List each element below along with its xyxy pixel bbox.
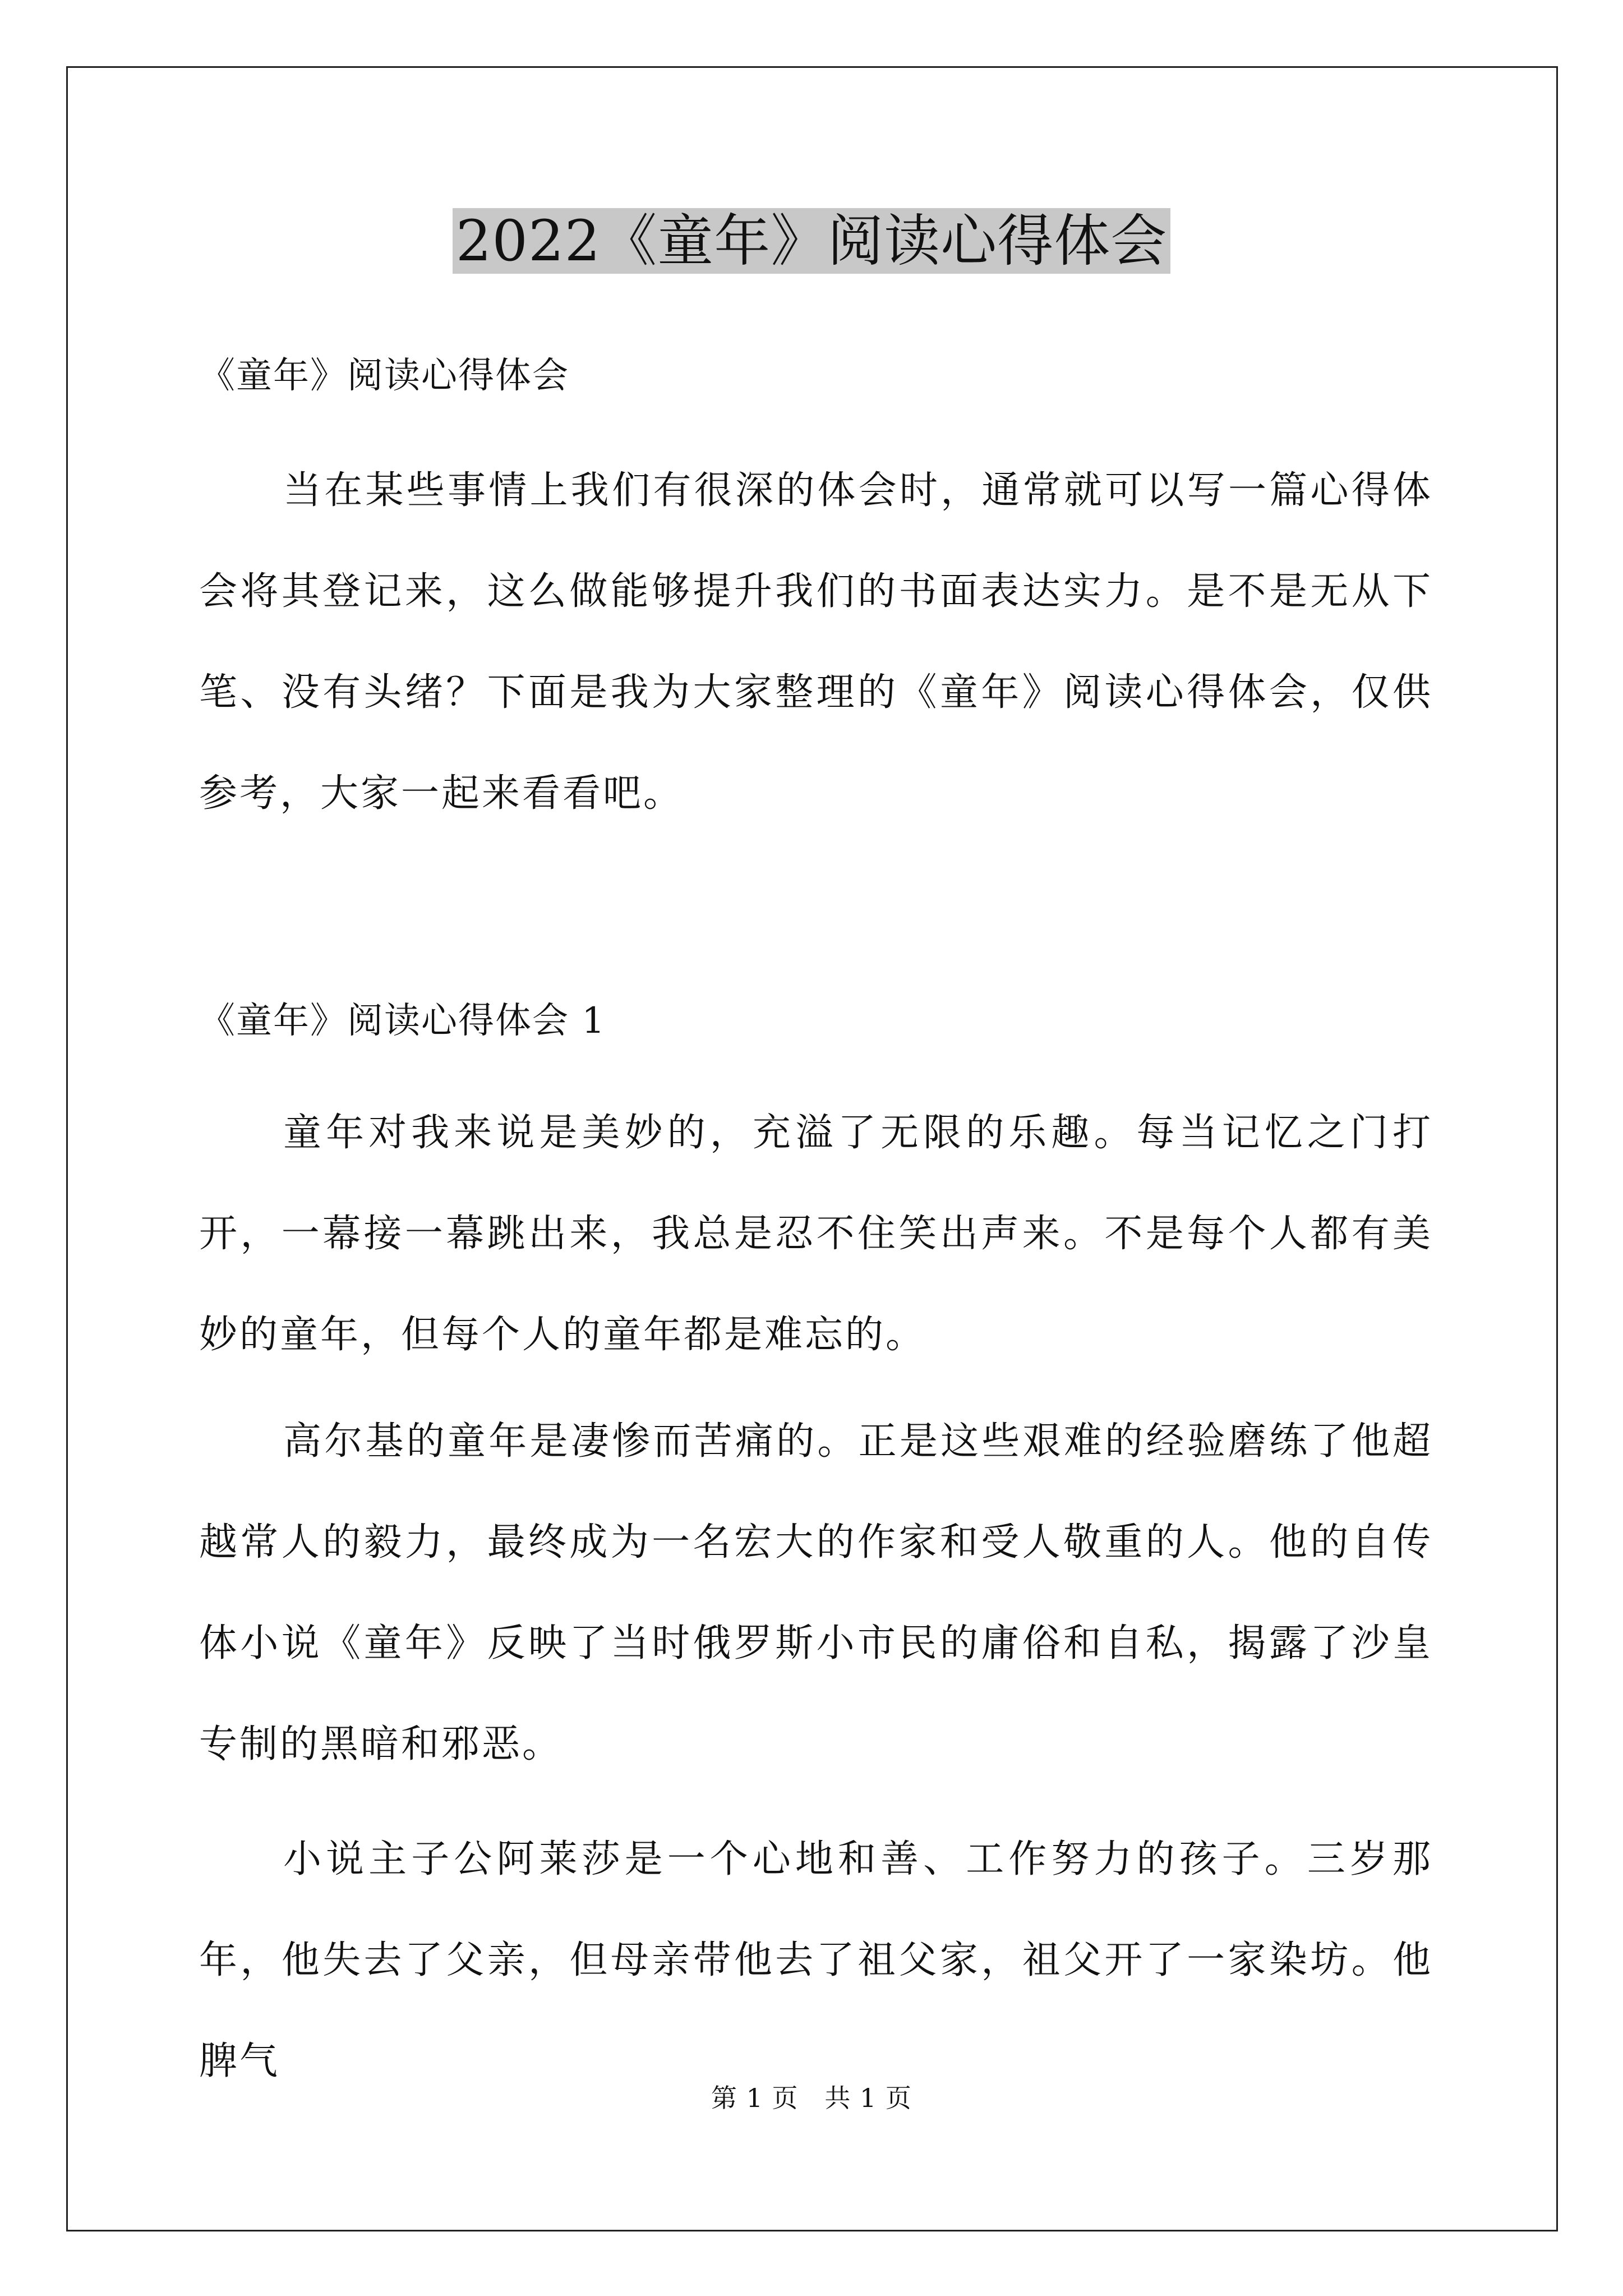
body-paragraph-1: 童年对我来说是美妙的，充溢了无限的乐趣。每当记忆之门打开，一幕接一幕跳出来，我总是忍不住笑出声来。不是每个人都有美妙的童年，但每个人的童年都是难忘的。 xyxy=(199,1111,1433,1357)
document-title-text: 2022《童年》阅读心得体会 xyxy=(453,208,1171,274)
document-title xyxy=(0,205,1623,278)
intro-paragraph: 当在某些事情上我们有很深的体会时，通常就可以写一篇心得体会将其登记来，这么做能够提升我们的书面表达实力。是不是无从下笔、没有头绪？下面是我为大家整理的《童年》阅读心得体会，仅供参考，大家一起来看看吧。 xyxy=(199,468,1433,816)
body-paragraph-2: 高尔基的童年是凄惨而苦痛的。正是这些艰难的经验磨练了他超越常人的毅力，最终成为一名宏大的作家和受人敬重的人。他的自传体小说《童年》反映了当时俄罗斯小市民的庸俗和自私，揭露了沙皇专制的黑暗和邪恶。 xyxy=(199,1419,1433,1766)
page-footer: 第 1 页 共 1 页 xyxy=(711,2083,912,2113)
section-heading-1: 《童年》阅读心得体会 1 xyxy=(199,1000,606,1042)
body-paragraph-3: 小说主子公阿莱莎是一个心地和善、工作努力的孩子。三岁那年，他失去了父亲，但母亲带他去了祖父家，祖父开了一家染坊。他脾气 xyxy=(199,1837,1433,2083)
section-heading-main: 《童年》阅读心得体会 xyxy=(199,355,569,397)
